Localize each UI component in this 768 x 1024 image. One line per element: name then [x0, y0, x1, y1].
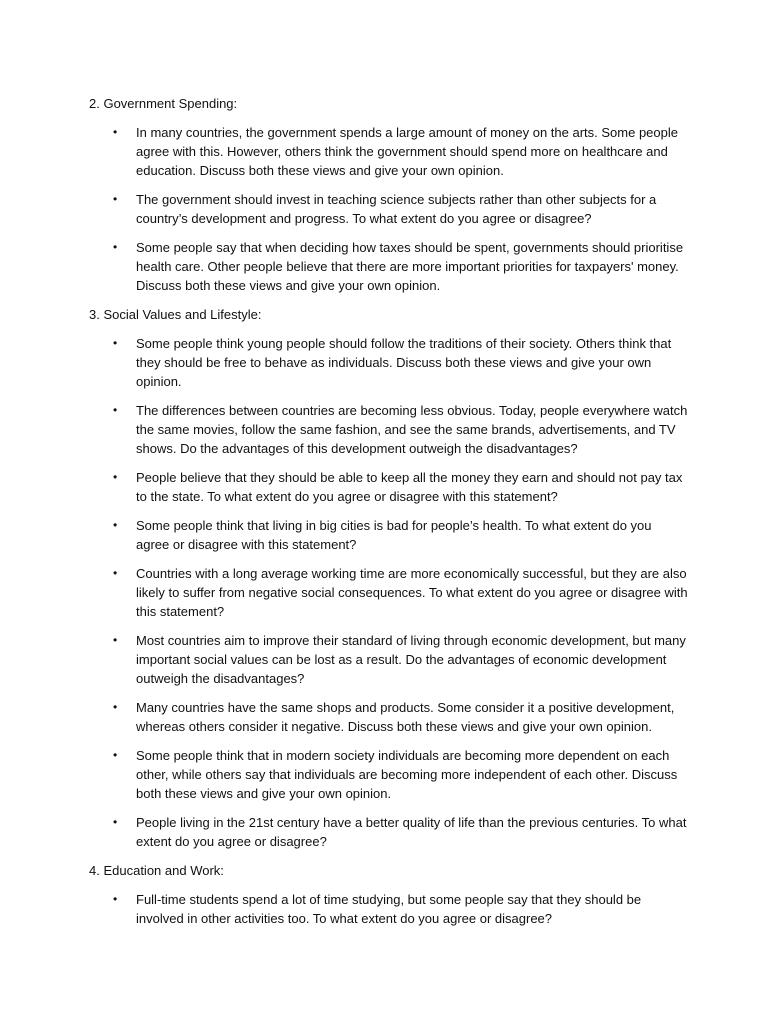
list-item	[89, 334, 688, 391]
bullet-icon: •	[113, 700, 118, 714]
section-social-values	[89, 305, 688, 851]
list-item-text: Most countries aim to improve their standard of living through economic development, but many important social values can be lost as a result. Do the advantages of economic development outweigh the disadvantages?	[136, 633, 686, 686]
list-item-text: In many countries, the government spends a large amount of money on the arts. Some people agree with this. However, others think the government should spend more on healthcare and education. Discuss both these views and give your own opinion.	[136, 125, 678, 178]
list-item-text: Some people think that living in big cities is bad for people’s health. To what extent do you agree or disagree with this statement?	[136, 518, 652, 552]
bullet-icon: •	[113, 470, 118, 484]
list-item-text: Countries with a long average working time are more economically successful, but they are also likely to suffer from negative social consequences. To what extent do you agree or disagree with this statement?	[136, 566, 688, 619]
section-education-work	[89, 861, 688, 928]
list-item	[89, 813, 688, 851]
list-item-text: Full-time students spend a lot of time studying, but some people say that they should be involved in other activities too. To what extent do you agree or disagree?	[136, 892, 642, 926]
list-item	[89, 190, 688, 228]
list-item	[89, 890, 688, 928]
list-item	[89, 631, 688, 688]
list-item-text: Some people say that when deciding how taxes should be spent, governments should prioritise health care. Other people believe that there are more important priorities for taxpayers' money. Discuss both these views and give your own opinion.	[136, 240, 684, 293]
list-item-text: People believe that they should be able to keep all the money they earn and should not pay tax to the state. To what extent do you agree or disagree with this statement?	[136, 470, 683, 504]
section-heading: 4. Education and Work:	[89, 863, 224, 878]
list-item-text: The differences between countries are becoming less obvious. Today, people everywhere watch the same movies, follow the same fashion, and see the same brands, advertisements, and TV shows. Do the advantages of this development outweigh the disadvantages?	[136, 403, 688, 456]
list-item-text: The government should invest in teaching science subjects rather than other subjects for a country’s development and progress. To what extent do you agree or disagree?	[136, 192, 657, 226]
list-item	[89, 564, 688, 621]
bullet-icon: •	[113, 240, 118, 254]
list-item	[89, 516, 688, 554]
list-item-text: Some people think young people should follow the traditions of their society. Others think that they should be free to behave as individuals. Discuss both these views and give your own opinion.	[136, 336, 672, 389]
list-item-text: Some people think that in modern society individuals are becoming more dependent on each other, while others say that individuals are becoming more independent of each other. Discuss both these views and give your own opinion.	[136, 748, 678, 801]
bullet-icon: •	[113, 633, 118, 647]
bullet-icon: •	[113, 518, 118, 532]
list-item-text: Many countries have the same shops and products. Some consider it a positive development, whereas others consider it negative. Discuss both these views and give your own opinion.	[136, 700, 675, 734]
section-heading: 2. Government Spending:	[89, 96, 238, 111]
bullet-icon: •	[113, 336, 118, 350]
list-item	[89, 698, 688, 736]
bullet-icon: •	[113, 892, 118, 906]
list-item	[89, 238, 688, 295]
bullet-icon: •	[113, 403, 118, 417]
list-item	[89, 746, 688, 803]
bullet-icon: •	[113, 815, 118, 829]
bullet-icon: •	[113, 748, 118, 762]
list-item-text: People living in the 21st century have a better quality of life than the previous centuries. To what extent do you agree or disagree?	[136, 815, 687, 849]
bullet-list	[89, 123, 688, 295]
section-heading: 3. Social Values and Lifestyle:	[89, 307, 262, 322]
bullet-icon: •	[113, 125, 118, 139]
list-item	[89, 468, 688, 506]
list-item	[89, 123, 688, 180]
bullet-list	[89, 890, 688, 928]
section-government-spending	[89, 94, 688, 295]
bullet-icon: •	[113, 566, 118, 580]
list-item	[89, 401, 688, 458]
bullet-list	[89, 334, 688, 851]
bullet-icon: •	[113, 192, 118, 206]
